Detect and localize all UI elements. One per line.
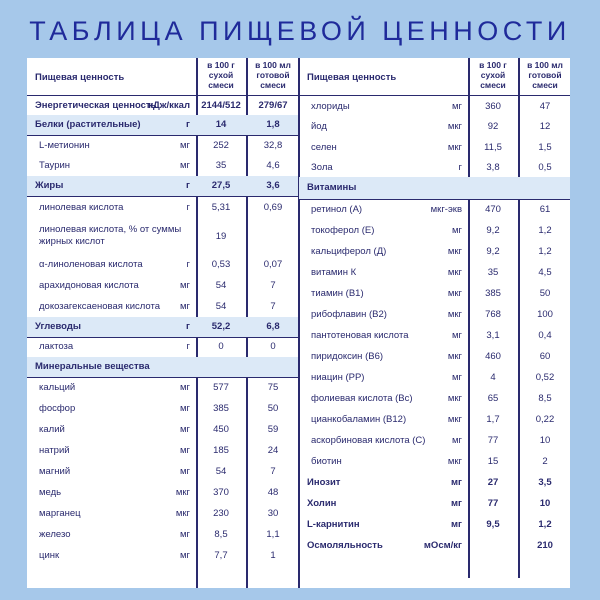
left-table-row [27, 357, 298, 378]
nutrition-table [27, 58, 570, 588]
nutrient-unit: мкг [175, 507, 190, 519]
nutrient-name: хлориды [311, 101, 350, 112]
value-ready: 48 [267, 486, 279, 498]
value-dry: 3,1 [486, 329, 500, 341]
nutrient-unit: г [186, 341, 190, 352]
left-header [27, 58, 298, 96]
left-table-row [27, 398, 298, 419]
value-dry: 2144/512 [201, 100, 241, 111]
nutrient-name: рибофлавин (В2) [311, 308, 387, 320]
left-table-row [27, 276, 298, 296]
nutrient-name: кальций [39, 381, 76, 393]
nutrient-name: аскорбиновая кислота (С) [311, 434, 426, 446]
nutrient-unit: мкг [447, 455, 462, 467]
nutrient-unit: г [186, 259, 190, 270]
value-ready: 4,5 [538, 266, 552, 278]
value-ready: 1 [270, 549, 276, 561]
value-ready: 1,5 [538, 141, 552, 153]
header-col-ready: в 100 мл готовой смеси [255, 60, 291, 90]
right-table-row [299, 283, 570, 304]
value-ready: 1,1 [266, 528, 280, 540]
value-ready: 1,2 [538, 245, 552, 257]
nutrient-name: докозагексаеновая кислота [39, 300, 161, 312]
value-ready: 47 [539, 101, 551, 112]
right-table-row [299, 177, 570, 200]
nutrient-unit: мг [452, 101, 462, 112]
left-table-row [27, 337, 298, 357]
value-dry: 230 [213, 507, 229, 519]
value-dry: 185 [213, 444, 229, 456]
value-dry: 27 [487, 476, 499, 488]
nutrient-unit: мг [180, 160, 190, 171]
value-dry: 3,8 [486, 161, 500, 173]
value-dry: 0,53 [211, 259, 231, 270]
left-table-row [27, 97, 298, 115]
value-ready: 1,8 [266, 119, 280, 130]
value-dry: 27,5 [211, 180, 231, 191]
value-ready: 32,8 [263, 139, 283, 151]
value-dry: 52,2 [211, 321, 231, 332]
nutrient-unit: мг [180, 402, 190, 414]
value-ready: 59 [267, 423, 279, 435]
value-ready: 0,52 [535, 371, 555, 383]
right-table-row [299, 220, 570, 241]
right-table-row [299, 451, 570, 472]
nutrient-name: медь [39, 486, 62, 498]
value-dry: 470 [485, 203, 501, 215]
nutrient-name: селен [311, 141, 337, 153]
nutrient-name: токоферол (Е) [311, 224, 375, 236]
right-table-row [299, 117, 570, 137]
value-dry: 1,7 [486, 413, 500, 425]
nutrient-unit: мкг [447, 266, 462, 278]
nutrient-unit: мг [180, 465, 190, 477]
right-table-row [299, 367, 570, 388]
nutrient-name: Зола [311, 161, 333, 173]
left-table-row [27, 524, 298, 545]
nutrient-unit: мг [180, 528, 190, 540]
value-dry: 9,2 [486, 245, 500, 257]
nutrient-unit: мг [452, 434, 462, 446]
value-dry: 5,31 [211, 202, 231, 213]
nutrient-name: Инозит [307, 476, 341, 488]
nutrient-name: Энергетическая ценность [35, 100, 157, 111]
value-dry: 19 [215, 231, 227, 242]
nutrient-name: L-метионин [39, 139, 90, 151]
nutrient-unit: мОсм/кг [423, 539, 462, 551]
value-ready: 1,2 [538, 224, 552, 236]
left-table-row [27, 254, 298, 276]
nutrient-name: пантотеновая кислота [311, 329, 409, 341]
value-dry: 4 [490, 371, 496, 383]
value-dry: 9,2 [486, 224, 500, 236]
value-ready: 3,5 [538, 476, 552, 488]
value-ready: 10 [539, 497, 551, 509]
value-ready: 3,6 [266, 180, 280, 191]
nutrient-name: L-карнитин [307, 518, 360, 530]
value-ready: 0,69 [263, 202, 283, 213]
nutrient-unit: г [458, 161, 462, 173]
right-table-row [299, 493, 570, 514]
nutrient-name: фосфор [39, 402, 76, 414]
nutrient-name: витамин К [311, 266, 357, 278]
nutrient-name: арахидоновая кислота [39, 280, 139, 291]
nutrient-unit: мг [451, 476, 462, 488]
value-ready: 210 [537, 539, 553, 551]
value-dry: 54 [215, 280, 227, 291]
nutrient-unit: мг [180, 423, 190, 435]
value-dry: 54 [215, 300, 227, 312]
value-ready: 8,5 [538, 392, 552, 404]
right-table-row [299, 346, 570, 367]
value-ready: 60 [539, 350, 551, 362]
nutrient-unit: мкг [447, 121, 462, 132]
nutrient-unit: мг [451, 518, 462, 530]
page-title: ТАБЛИЦА ПИЩЕВОЙ ЦЕННОСТИ [29, 16, 571, 46]
right-table-row [299, 409, 570, 430]
header-name: Пищевая ценность [35, 72, 125, 83]
header-col-ready-right: в 100 мл готовой смеси [527, 60, 563, 90]
value-ready: 24 [267, 444, 279, 456]
nutrient-unit: мкг [175, 486, 190, 498]
value-dry: 252 [213, 139, 229, 151]
value-ready: 0,4 [538, 329, 552, 341]
right-table-row [299, 325, 570, 346]
value-ready: 7 [270, 465, 276, 477]
value-dry: 8,5 [214, 528, 228, 540]
left-table-row [27, 296, 298, 317]
value-dry: 11,5 [484, 141, 502, 153]
value-dry: 35 [215, 160, 227, 171]
nutrient-unit: мг [451, 497, 462, 509]
nutrient-name: Таурин [39, 160, 71, 171]
value-dry: 7,7 [214, 549, 228, 561]
nutrient-name: Жиры [35, 180, 64, 191]
value-ready: 100 [537, 308, 553, 320]
nutrient-name: линолевая кислота, % от суммы жирных кислот [39, 224, 182, 247]
value-ready: 0,5 [538, 161, 552, 173]
nutrient-name: Углеводы [35, 321, 81, 332]
nutrient-name: фолиевая кислота (Вс) [311, 392, 413, 404]
value-ready: 7 [270, 280, 276, 291]
nutrient-unit: мкг [447, 141, 462, 153]
nutrient-name: железо [39, 528, 71, 540]
nutrient-unit: мкг-экв [430, 203, 462, 215]
nutrient-name: натрий [39, 444, 70, 456]
nutrient-unit: мкг [447, 413, 462, 425]
value-ready: 30 [267, 507, 279, 519]
left-table-row [27, 461, 298, 482]
right-table-row [299, 137, 570, 158]
value-dry: 9,5 [486, 518, 500, 530]
nutrient-unit: мг [180, 381, 190, 393]
nutrient-unit: мг [452, 371, 462, 383]
nutrient-unit: мкг [447, 287, 462, 299]
left-table-row [27, 317, 298, 338]
left-table-row [27, 440, 298, 461]
nutrient-name: магний [39, 465, 71, 477]
value-dry: 14 [215, 119, 227, 130]
nutrient-name: тиамин (В1) [311, 287, 364, 299]
nutrient-name: Витамины [307, 182, 357, 193]
right-table-row [299, 430, 570, 451]
value-ready: 61 [539, 203, 551, 215]
nutrient-unit: мкг [447, 392, 462, 404]
nutrient-name: марганец [39, 507, 81, 519]
right-table-row [299, 199, 570, 220]
left-table-row [27, 419, 298, 440]
nutrient-unit: г [186, 119, 190, 130]
value-dry: 15 [487, 455, 499, 467]
header-col-dry-right: в 100 г сухой смеси [479, 60, 507, 90]
nutrient-unit: мг [452, 224, 462, 236]
right-table-row [299, 262, 570, 283]
right-table-row [299, 514, 570, 535]
left-table-row [27, 176, 298, 197]
nutrient-unit: мг [180, 280, 190, 291]
value-dry: 35 [487, 266, 499, 278]
nutrient-name: цинк [39, 549, 60, 561]
nutrient-unit: мкг [447, 350, 462, 362]
right-table-row [299, 158, 570, 178]
header-name-right: Пищевая ценность [307, 72, 397, 83]
value-ready: 279/67 [258, 100, 288, 111]
nutrient-name: Осмоляльность [307, 539, 383, 551]
value-dry: 385 [485, 287, 501, 299]
value-dry: 577 [213, 381, 229, 393]
left-table-row [27, 220, 298, 254]
value-ready: 4,6 [266, 160, 280, 171]
nutrient-name: α-линоленовая кислота [39, 259, 143, 270]
right-table-row [299, 535, 570, 556]
value-ready: 50 [267, 402, 279, 414]
nutrient-unit: г [186, 180, 190, 191]
left-table-row [27, 503, 298, 524]
nutrient-unit: мг [452, 329, 462, 341]
nutrient-unit: кДж/ккал [148, 100, 190, 111]
value-ready: 0,07 [263, 259, 283, 270]
right-table-row [299, 472, 570, 493]
value-ready: 12 [539, 121, 551, 132]
value-ready: 2 [542, 455, 548, 467]
left-table-row [27, 156, 298, 176]
right-table-row [299, 241, 570, 262]
nutrient-unit: мг [180, 300, 190, 312]
value-dry: 370 [213, 486, 229, 498]
nutrient-name: лактоза [39, 341, 74, 352]
value-dry: 0 [218, 341, 224, 352]
right-table-row [299, 388, 570, 409]
right-table-row [299, 304, 570, 325]
value-ready: 0 [270, 341, 276, 352]
nutrient-name: Минеральные вещества [35, 361, 150, 372]
left-table-row [27, 196, 298, 220]
nutrient-unit: г [186, 202, 190, 213]
left-table-row [27, 115, 298, 136]
value-dry: 54 [215, 465, 227, 477]
nutrient-name: Белки (растительные) [35, 119, 141, 130]
value-dry: 768 [485, 308, 501, 320]
header-col-dry: в 100 г сухой смеси [207, 60, 235, 90]
value-ready: 75 [267, 381, 279, 393]
nutrient-unit: мг [180, 139, 190, 151]
nutrient-name: калий [39, 423, 65, 435]
nutrient-name: линолевая кислота [39, 202, 124, 213]
value-dry: 65 [487, 392, 499, 404]
value-ready: 50 [539, 287, 551, 299]
nutrient-name: Холин [307, 497, 337, 509]
nutrient-name: ретинол (А) [311, 203, 363, 215]
value-dry: 92 [487, 121, 499, 132]
value-dry: 385 [213, 402, 229, 414]
value-ready: 6,8 [266, 321, 280, 332]
value-dry: 77 [487, 497, 499, 509]
nutrient-unit: мкг [447, 245, 462, 257]
nutrient-unit: мг [180, 444, 190, 456]
right-table-row [299, 97, 570, 117]
value-dry: 77 [487, 434, 499, 446]
nutrient-name: кальциферол (Д) [311, 245, 387, 257]
left-table-row [27, 377, 298, 398]
value-dry: 450 [213, 423, 229, 435]
nutrient-name: биотин [311, 455, 342, 467]
left-table-row [27, 482, 298, 503]
value-ready: 1,2 [538, 518, 552, 530]
left-table-row [27, 135, 298, 156]
nutrient-name: цианкобаламин (В12) [311, 413, 407, 425]
value-ready: 0,22 [535, 413, 555, 425]
nutrient-unit: г [186, 321, 190, 332]
right-header [299, 58, 570, 96]
nutrient-name: ниацин (РР) [311, 371, 365, 383]
nutrient-unit: мкг [447, 308, 462, 320]
left-table-row [27, 545, 298, 566]
value-dry: 460 [485, 350, 501, 362]
nutrient-unit: мг [180, 549, 190, 561]
value-ready: 10 [539, 434, 551, 446]
value-ready: 7 [270, 300, 276, 312]
value-dry: 360 [485, 101, 501, 112]
nutrient-name: йод [311, 121, 327, 132]
nutrient-name: пиридоксин (В6) [311, 350, 384, 362]
